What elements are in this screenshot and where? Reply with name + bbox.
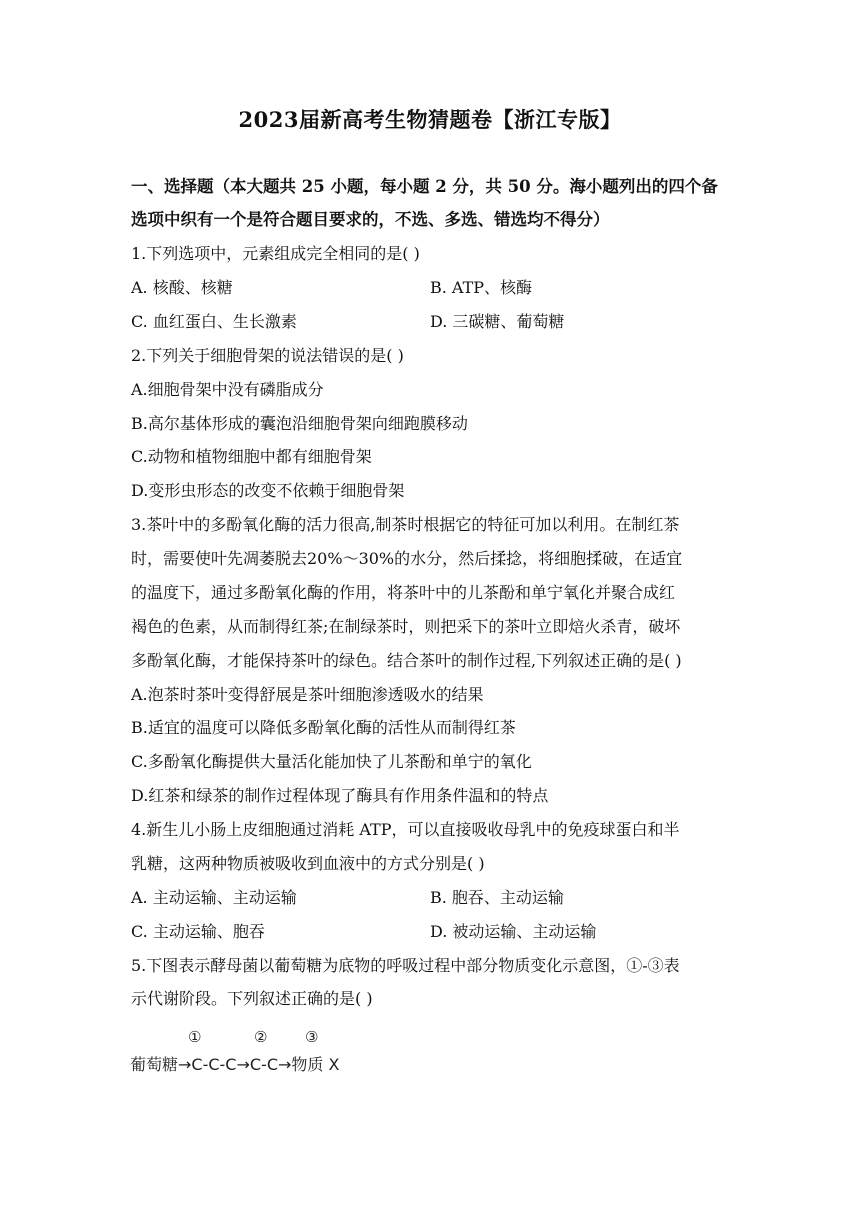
q3-stem-line-3: 的温度下，通过多酚氧化酶的作用，将茶叶中的儿茶酚和单宁氧化并聚合成红 [131,583,676,602]
q3-option-c: C.多酚氧化酶提供大量活化能加快了儿茶酚和单宁的氧化 [131,752,532,771]
q3-stem-line-4: 褐色的色素，从而制得红茶;在制绿茶时，则把采下的茶叶立即焙火杀青，破坏 [131,617,681,636]
q4-option-d: D. 被动运输、主动运输 [430,922,597,941]
stage-3-marker: ③ [305,1028,319,1046]
q3-stem-line-2: 时，需要使叶先凋萎脱去20%～30%的水分，然后揉捻，将细胞揉破，在适宜 [131,549,683,568]
q1-option-a: A. 核酸、核糖 [131,278,233,297]
stage-2-marker: ② [254,1028,268,1046]
q3-option-a: A.泡茶时茶叶变得舒展是茶叶细胞渗透吸水的结果 [131,685,484,704]
q1-option-c: C. 血红蛋白、生长激素 [131,312,297,331]
respiration-diagram [130,1028,410,1078]
q4-stem-line-2: 乳糖，这两种物质被吸收到血液中的方式分别是( ) [131,854,485,873]
q4-option-b: B. 胞吞、主动运输 [430,888,564,907]
stage-1-marker: ① [188,1028,202,1046]
q4-option-a: A. 主动运输、主动运输 [131,888,297,907]
section-header-line-2: 选项中织有一个是符合题目要求的，不选、多选、错选均不得分） [131,210,610,229]
page-title: 2023届新高考生物猜题卷【浙江专版】 [238,107,622,132]
q5-stem-line-2: 示代谢阶段。下列叙述正确的是( ) [131,989,373,1008]
q2-option-c: C.动物和植物细胞中都有细胞骨架 [131,447,372,466]
q3-option-b: B.适宜的温度可以降低多酚氧化酶的活性从而制得红茶 [131,718,516,737]
q2-option-b: B.高尔基体形成的囊泡沿细胞骨架向细跑膜移动 [131,414,468,433]
q5-stem-line-1: 5.下图表示酵母菌以葡萄糖为底物的呼吸过程中部分物质变化示意图，①-③表 [131,956,680,975]
q2-option-d: D.变形虫形态的改变不依赖于细胞骨架 [131,481,405,500]
q4-option-c: C. 主动运输、胞吞 [131,922,265,941]
metabolic-chain: 葡萄糖→C-C-C→C-C→物质 X [130,1055,340,1074]
q4-stem-line-1: 4.新生儿小肠上皮细胞通过消耗 ATP，可以直接吸收母乳中的免疫球蛋白和半 [131,820,680,839]
q1-option-d: D. 三碳糖、葡萄糖 [430,312,565,331]
q3-stem-line-5: 多酚氧化酶，才能保持茶叶的绿色。结合茶叶的制作过程,下列叙述正确的是( ) [131,651,682,670]
q2-option-a: A.细胞骨架中没有磷脂成分 [131,380,324,399]
q2-stem: 2.下列关于细胞骨架的说法错误的是( ) [131,346,404,365]
q1-option-b: B. ATP、核酶 [430,278,533,297]
section-header-line-1: 一、选择题（本大题共 25 小题，每小题 2 分，共 50 分。海小题列出的四个备 [131,177,718,196]
q3-stem-line-1: 3.茶叶中的多酚氧化酶的活力很高,制茶时根据它的特征可加以利用。在制红茶 [131,515,680,534]
q3-option-d: D.红茶和绿茶的制作过程体现了酶具有作用条件温和的特点 [131,786,549,805]
q1-stem: 1.下列选项中，元素组成完全相同的是( ) [131,244,420,263]
